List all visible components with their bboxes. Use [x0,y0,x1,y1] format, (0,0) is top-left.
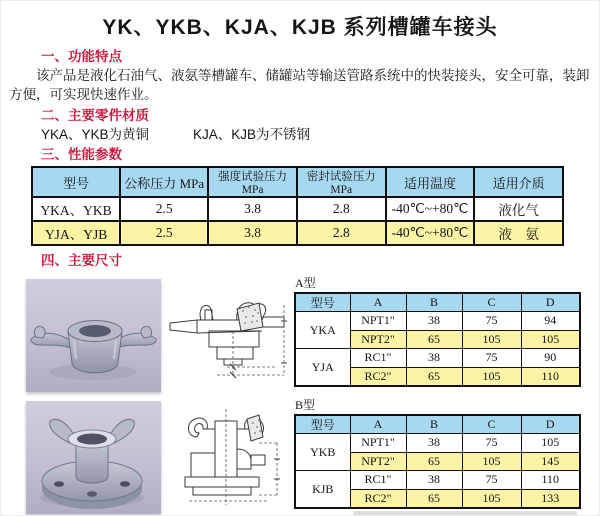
cell: 105 [462,330,521,349]
col-temperature: 适用温度 [386,167,475,197]
cell: RC2" [350,367,406,386]
performance-header-row [32,167,563,197]
dimensions-area [1,271,599,516]
model-yja: YJA [295,349,350,387]
col-b: B [406,293,462,312]
col-c: C [462,415,521,434]
performance-table [31,166,564,246]
dim-table-a-label: A型 [295,276,316,290]
features-paragraph: 该产品是液化石油气、液氨等槽罐车、储罐站等输送管路系统中的快装接头，安全可靠，装卸方便，可实现快速作业。 [9,68,590,102]
cell: NPT2" [350,452,406,471]
cell: RC2" [350,489,406,508]
cell: 75 [462,471,521,490]
dim-table-b-block [294,399,581,509]
cell: 133 [521,489,580,508]
cell: 65 [406,489,462,508]
section-heading-materials: 二、主要零件材质 [41,108,149,123]
dim-table-a [294,292,581,387]
cell: 105 [462,367,521,386]
cell: 105 [462,452,521,471]
performance-row-yka [32,197,563,221]
cell-seal: 2.8 [297,197,386,221]
section-drawing-b [169,403,289,511]
cell: 65 [406,452,462,471]
cell-seal: 2.8 [297,221,386,245]
cell-nominal: 2.5 [120,197,208,221]
cell-medium: 液化气 [474,197,563,221]
col-a: A [350,415,406,434]
cell: 75 [462,349,521,368]
col-c: C [462,293,521,312]
flange-coupling-photo [26,401,161,514]
col-strength-test: 强度试验压力MPa [208,167,297,197]
model-yka: YKA [295,312,350,349]
col-model: 型号 [295,415,350,434]
cell: 105 [521,434,580,453]
cell: 75 [462,312,521,331]
cell: 110 [521,367,580,386]
dim-b-row [295,434,580,453]
section-drawing-a [167,283,289,383]
cell: 145 [521,452,580,471]
cell: NPT2" [350,330,406,349]
dim-b-row [295,471,580,490]
product-photo-b [26,401,161,514]
dim-a-row [295,312,580,331]
materials-stainless: KJA、KJB为不锈钢 [193,127,311,142]
cell-temp: -40℃~+80℃ [386,221,475,245]
section-heading-dimensions: 四、主要尺寸 [41,253,122,268]
cell-model: YKA、YKB [32,197,120,221]
dim-a-header-row [295,293,580,312]
materials-line [41,126,599,143]
cell: 65 [406,330,462,349]
col-d: D [521,293,580,312]
col-a: A [350,293,406,312]
cell: 38 [406,349,462,368]
col-model: 型号 [295,293,350,312]
cell: 75 [462,434,521,453]
cell: RC1" [350,349,406,368]
col-d: D [521,415,580,434]
cell: 110 [521,471,580,490]
col-nominal-pressure: 公称压力 MPa [120,167,208,197]
technical-drawing-a [167,283,289,388]
cell: 94 [521,312,580,331]
dim-table-b [294,414,581,509]
cell-medium: 液 氨 [474,221,563,245]
performance-row-yja [32,221,563,245]
dim-b-header-row [295,415,580,434]
cell-model: YJA、YJB [32,221,120,245]
col-medium: 适用介质 [474,167,563,197]
model-ykb: YKB [295,434,350,471]
cell: NPT1" [350,434,406,453]
col-b: B [406,415,462,434]
cell-nominal: 2.5 [120,221,208,245]
model-kjb: KJB [295,471,350,509]
product-photo-a [26,279,161,392]
col-model: 型号 [32,167,120,197]
cell: 38 [406,312,462,331]
cell: RC1" [350,471,406,490]
wing-coupling-photo [26,279,161,392]
cell: 90 [521,349,580,368]
dim-table-b-label: B型 [295,398,316,412]
page-title: YK、YKB、KJA、KJB 系列槽罐车接头 [102,16,498,39]
col-seal-test: 密封试验压力MPa [297,167,386,197]
dim-a-row [295,349,580,368]
materials-brass: YKA、YKB为黄铜 [41,127,150,142]
section-heading-performance: 三、性能参数 [41,147,122,162]
dim-table-a-block [294,277,581,387]
cell: NPT1" [350,312,406,331]
cell-strength: 3.8 [208,197,297,221]
cell: 38 [406,471,462,490]
cell: 105 [462,489,521,508]
cell: 38 [406,434,462,453]
section-heading-features: 一、功能特点 [41,49,122,64]
cell-strength: 3.8 [208,221,297,245]
scan-shadow [353,511,577,516]
cell: 105 [521,330,580,349]
technical-drawing-b [169,403,289,516]
cell: 65 [406,367,462,386]
cell-temp: -40℃~+80℃ [386,197,475,221]
